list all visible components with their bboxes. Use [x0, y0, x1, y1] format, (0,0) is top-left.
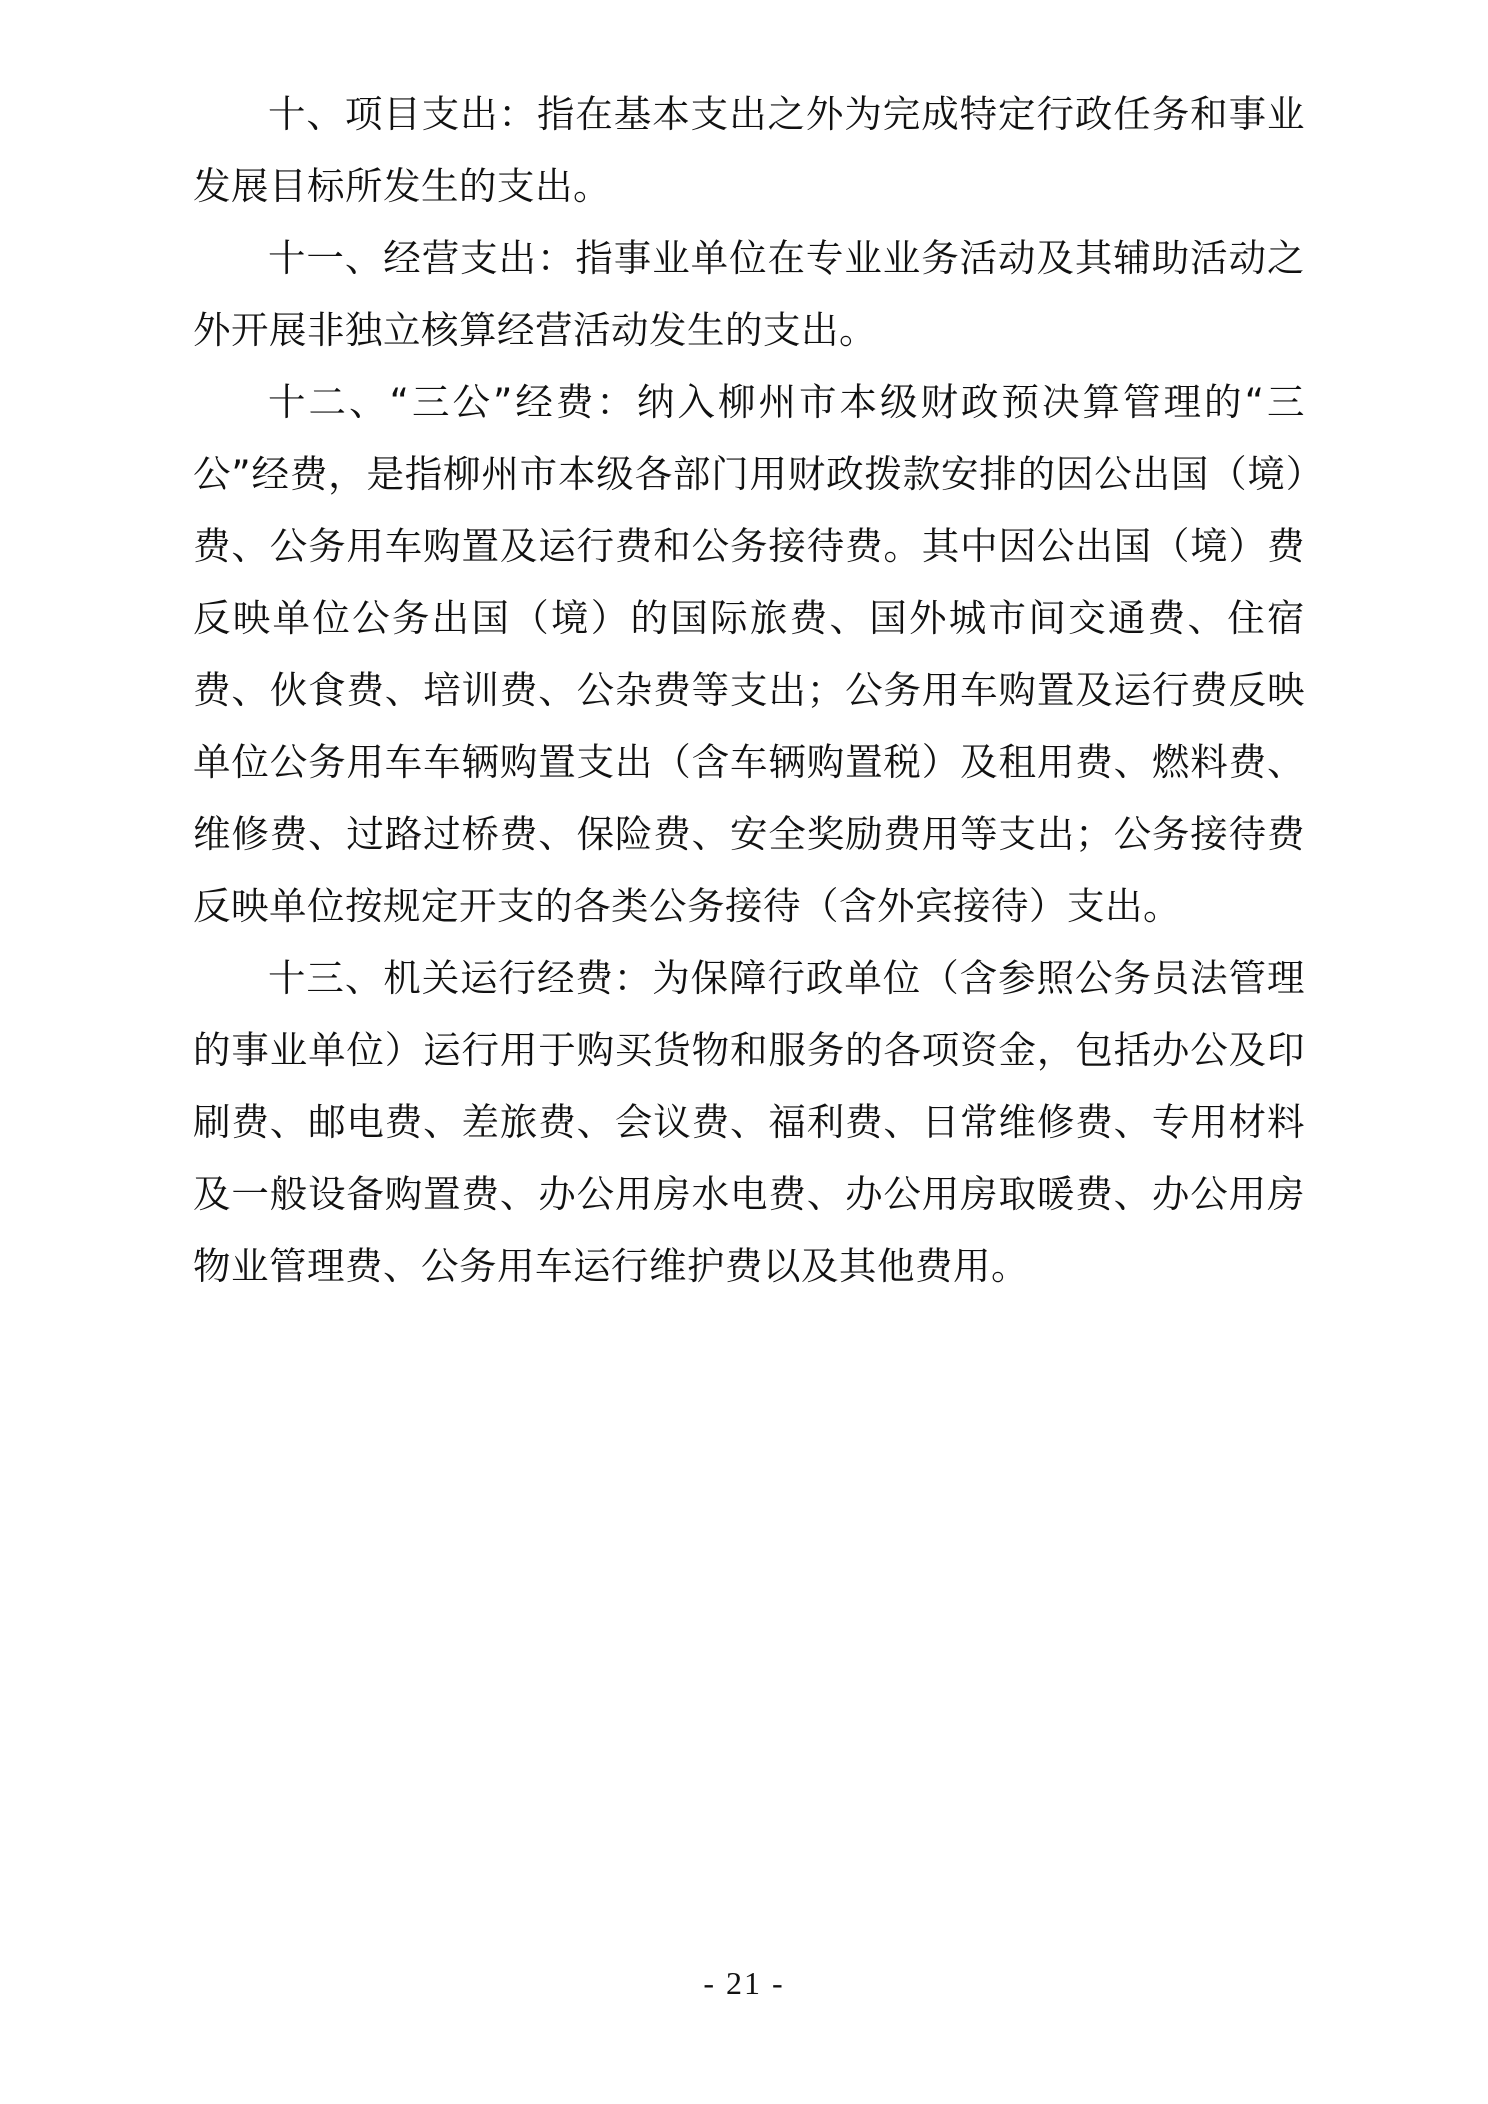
paragraph-item-10: 十、项目支出：指在基本支出之外为完成特定行政任务和事业发展目标所发生的支出。	[193, 92, 1305, 208]
paragraph-item-13: 十三、机关运行经费：为保障行政单位（含参照公务员法管理的事业单位）运行用于购买货物和服务的各项资金，包括办公及印刷费、邮电费、差旅费、会议费、福利费、日常维修费、专用材料及一般设备购置费、办公用房水电费、办公用房取暖费、办公用房物业管理费、公务用车运行维护费以及其他费用。	[193, 956, 1305, 1288]
paragraph-item-12: 十二、“三公”经费：纳入柳州市本级财政预决算管理的“三公”经费，是指柳州市本级各部门用财政拨款安排的因公出国（境）费、公务用车购置及运行费和公务接待费。其中因公出国（境）费反映单位公务出国（境）的国际旅费、国外城市间交通费、住宿费、伙食费、培训费、公杂费等支出；公务用车购置及运行费反映单位公务用车车辆购置支出（含车辆购置税）及租用费、燃料费、维修费、过路过桥费、保险费、安全奖励费用等支出；公务接待费反映单位按规定开支的各类公务接待（含外宾接待）支出。	[193, 380, 1305, 928]
paragraph-item-11: 十一、经营支出：指事业单位在专业业务活动及其辅助活动之外开展非独立核算经营活动发生的支出。	[193, 236, 1305, 352]
page-number: - 21 -	[703, 1965, 785, 2001]
document-body	[193, 78, 1305, 1302]
